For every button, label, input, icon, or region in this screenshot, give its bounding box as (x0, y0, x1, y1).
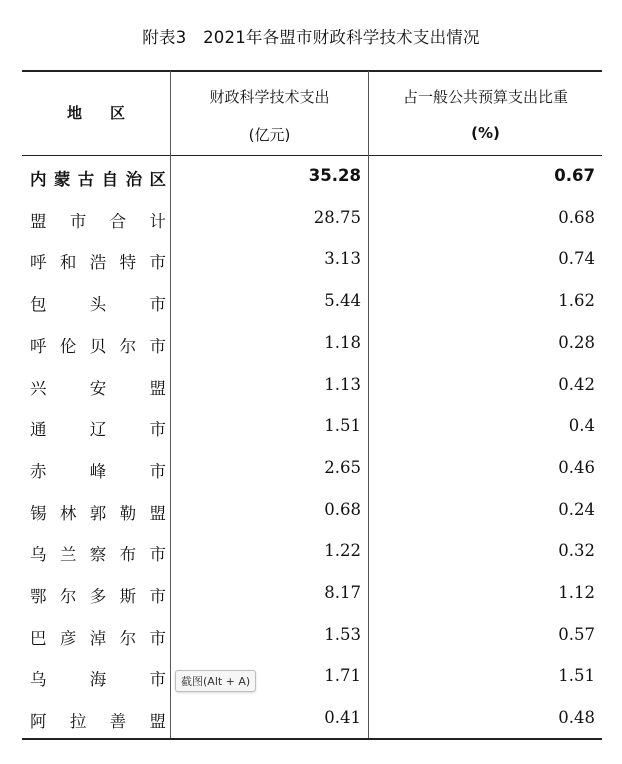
table-row (22, 656, 602, 698)
expenditure-value: 8.17 (324, 583, 361, 602)
table-row (22, 239, 602, 281)
table-top-rule (22, 70, 602, 72)
header-expenditure-unit: (亿元) (248, 126, 291, 144)
ratio-value: 0.4 (568, 416, 595, 436)
header-ratio-unit: (%) (471, 124, 500, 142)
ratio-value: 0.57 (558, 624, 595, 644)
expenditure-value: 28.75 (313, 207, 361, 227)
region-name: 锡 林 郭 勒 盟 (30, 503, 166, 523)
table-row (22, 531, 602, 573)
ratio-value: 1.12 (558, 583, 595, 602)
table-row (22, 323, 602, 365)
expenditure-value: 1.53 (324, 624, 361, 644)
region-name: 兴 安 盟 (30, 378, 166, 398)
region-name: 赤 峰 市 (30, 461, 166, 481)
region-name: 通 辽 市 (30, 420, 166, 440)
ratio-value: 0.42 (558, 374, 595, 394)
expenditure-value: 1.51 (324, 416, 361, 436)
expenditure-value: 0.41 (324, 708, 361, 728)
region-name: 乌 兰 察 布 市 (30, 545, 166, 565)
table-row (22, 406, 602, 448)
region-name: 呼 伦 贝 尔 市 (30, 336, 166, 356)
expenditure-value: 1.18 (324, 332, 361, 352)
header-expenditure: 财政科学技术支出 (209, 88, 330, 106)
region-name: 鄂 尔 多 斯 市 (30, 587, 166, 606)
ratio-value: 1.51 (558, 666, 595, 686)
region-name: 阿 拉 善 盟 (30, 712, 166, 732)
screenshot-tooltip: 截图(Alt + A) (175, 670, 256, 692)
table-row (22, 698, 602, 740)
header-ratio: 占一般公共预算支出比重 (402, 88, 568, 106)
ratio-value: 0.28 (558, 332, 595, 352)
expenditure-value: 2.65 (324, 457, 361, 477)
expenditure-value: 35.28 (308, 166, 361, 185)
table-row (22, 573, 602, 615)
table-row (22, 156, 602, 198)
region-name: 内 蒙 古 自 治 区 (30, 170, 166, 189)
ratio-value: 0.74 (558, 249, 595, 269)
expenditure-value: 0.68 (324, 499, 361, 519)
region-name: 包 头 市 (30, 295, 166, 315)
region-name: 乌 海 市 (30, 670, 166, 690)
expenditure-value: 1.13 (324, 374, 361, 394)
ratio-value: 0.68 (558, 207, 595, 227)
table-row (22, 448, 602, 490)
expenditure-value: 1.22 (324, 541, 361, 561)
ratio-value: 0.32 (558, 541, 595, 561)
ratio-value: 0.48 (558, 708, 595, 728)
ratio-value: 0.67 (554, 166, 595, 185)
ratio-value: 1.62 (558, 291, 595, 311)
region-name: 巴 彦 淖 尔 市 (30, 628, 166, 648)
expenditure-value: 1.71 (324, 666, 361, 686)
table-row (22, 365, 602, 407)
region-name: 呼 和 浩 特 市 (30, 253, 166, 273)
table-row (22, 615, 602, 657)
header-region: 地区 (66, 104, 153, 122)
table-row (22, 198, 602, 240)
expenditure-value: 3.13 (324, 249, 361, 269)
table-row (22, 490, 602, 532)
table-row (22, 281, 602, 323)
expenditure-value: 5.44 (324, 291, 361, 311)
page-title: 附表3 2021年各盟市财政科学技术支出情况 (142, 28, 480, 47)
region-name: 盟 市 合 计 (30, 211, 166, 231)
ratio-value: 0.46 (558, 457, 595, 477)
ratio-value: 0.24 (558, 499, 595, 519)
